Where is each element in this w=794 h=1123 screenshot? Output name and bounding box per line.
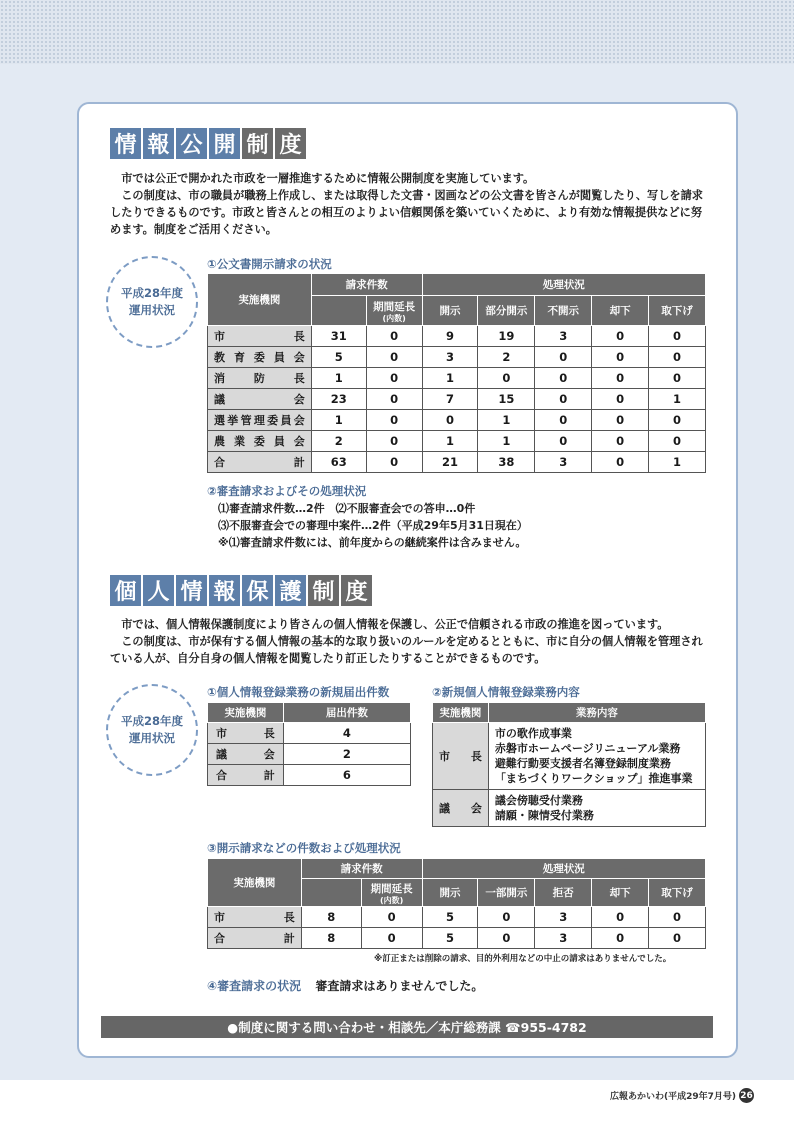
badge-year: 平成28年度 xyxy=(120,714,183,728)
table-cell: 0 xyxy=(592,907,649,928)
row-label: 議会 xyxy=(208,389,312,410)
title-char: 開 xyxy=(209,128,240,159)
new-registration-content-table xyxy=(432,702,706,827)
row-label: 議会 xyxy=(208,744,284,765)
table-cell: 5 xyxy=(422,907,478,928)
badge-label: 運用状況 xyxy=(129,731,175,745)
th-extension: 期間延長 (内数) xyxy=(366,296,422,326)
table-row xyxy=(208,410,706,431)
row-label: 市長 xyxy=(433,723,489,790)
table-row xyxy=(208,928,706,949)
badge-label: 運用状況 xyxy=(129,303,175,317)
table-row xyxy=(208,347,706,368)
table-cell: 0 xyxy=(592,368,649,389)
table-cell: 0 xyxy=(592,347,649,368)
table-cell: 19 xyxy=(478,326,535,347)
table-cell: 0 xyxy=(592,928,649,949)
table-cell: 8 xyxy=(301,907,361,928)
review-line-3: ※⑴審査請求件数には、前年度からの継続案件は含みません。 xyxy=(218,536,527,549)
th-agency: 実施機関 xyxy=(208,274,312,326)
table-cell: 1 xyxy=(649,389,706,410)
th-requests-total xyxy=(301,879,361,907)
table-row xyxy=(208,765,411,786)
business-item: 「まちづくりワークショップ」推進事業 xyxy=(494,772,693,785)
table1-title: ①公文書開示請求の状況 xyxy=(207,257,332,271)
th-status-col: 不開示 xyxy=(535,296,592,326)
review-line-2: ⑶不服審査会での審理中案件…2件（平成29年5月31日現在） xyxy=(218,519,528,532)
privacy-paragraph-2: この制度は、市が保有する個人情報の基本的な取り扱いのルールを定めるとともに、市に自分の個人情報を管理されている人が、自分自身の個人情報を閲覧したり訂正したりすることができるものです。 xyxy=(110,635,703,665)
th-status-col: 一部開示 xyxy=(478,879,535,907)
th-status-col: 却下 xyxy=(592,296,649,326)
row-label: 市長 xyxy=(208,326,312,347)
table-cell: 0 xyxy=(535,389,592,410)
review-label: ④審査請求の状況 xyxy=(207,979,302,993)
privacy-review-status xyxy=(207,978,483,995)
table-cell: 0 xyxy=(478,368,535,389)
title-char: 制 xyxy=(308,575,339,606)
th-requests: 請求件数 xyxy=(311,274,422,296)
th-count: 届出件数 xyxy=(283,703,410,723)
row-label: 議会 xyxy=(433,790,489,827)
row-label: 合計 xyxy=(208,452,312,473)
title-char: 情 xyxy=(176,575,207,606)
th-status-col: 却下 xyxy=(592,879,649,907)
business-list xyxy=(488,790,705,827)
row-label: 市長 xyxy=(208,723,284,744)
business-item: 市の歌作成事業 xyxy=(494,727,572,740)
table-cell: 0 xyxy=(535,347,592,368)
th-agency: 実施機関 xyxy=(433,703,489,723)
table-cell: 3 xyxy=(535,928,592,949)
table-cell: 3 xyxy=(422,347,478,368)
table-row xyxy=(208,744,411,765)
fiscal-year-badge-2 xyxy=(106,684,198,776)
table-cell: 0 xyxy=(366,389,422,410)
table-cell: 9 xyxy=(422,326,478,347)
table-cell: 2 xyxy=(283,744,410,765)
page-number: 26 xyxy=(739,1088,754,1103)
table-cell: 6 xyxy=(283,765,410,786)
table-cell: 0 xyxy=(592,410,649,431)
privacy-paragraph-1: 市では、個人情報保護制度により皆さんの個人情報を保護し、公正で信頼される市政の推進を図っています。 xyxy=(121,618,669,631)
table-cell: 3 xyxy=(535,326,592,347)
th-extension: 期間延長 (内数) xyxy=(361,879,422,907)
public-document-disclosure-table xyxy=(207,273,706,473)
info-disclosure-intro xyxy=(110,170,710,238)
row-label: 合計 xyxy=(208,765,284,786)
table-row xyxy=(208,431,706,452)
table-cell: 2 xyxy=(311,431,366,452)
table-cell: 0 xyxy=(361,907,422,928)
title-char: 保 xyxy=(242,575,273,606)
review-line-1: ⑴審査請求件数…2件 ⑵不服審査会での答申…0件 xyxy=(218,502,476,515)
table-cell: 3 xyxy=(535,907,592,928)
top-pattern-band xyxy=(0,0,794,64)
th-content: 業務内容 xyxy=(488,703,705,723)
review-title: ②審査請求およびその処理状況 xyxy=(207,484,367,498)
title-char: 護 xyxy=(275,575,306,606)
table-cell: 0 xyxy=(366,410,422,431)
th-status: 処理状況 xyxy=(422,859,705,879)
th-status-col: 部分開示 xyxy=(478,296,535,326)
table-cell: 0 xyxy=(535,431,592,452)
table-cell: 0 xyxy=(649,410,706,431)
table-cell: 3 xyxy=(535,452,592,473)
table-cell: 1 xyxy=(478,431,535,452)
table-cell: 0 xyxy=(592,431,649,452)
table-cell: 23 xyxy=(311,389,366,410)
table-cell: 0 xyxy=(649,347,706,368)
tableC-note: ※訂正または削除の請求、目的外利用などの中止の請求はありませんでした。 xyxy=(374,954,672,964)
table-row xyxy=(208,326,706,347)
title-char: 度 xyxy=(275,128,306,159)
th-status-col: 開示 xyxy=(422,296,478,326)
privacy-disclosure-table xyxy=(207,858,706,949)
table-cell: 0 xyxy=(366,326,422,347)
table-row xyxy=(208,723,411,744)
table-cell: 0 xyxy=(366,368,422,389)
table-cell: 0 xyxy=(592,452,649,473)
row-label: 合計 xyxy=(208,928,302,949)
title-char: 報 xyxy=(209,575,240,606)
row-label: 選挙管理委員会 xyxy=(208,410,312,431)
table-cell: 5 xyxy=(311,347,366,368)
table-cell: 1 xyxy=(422,431,478,452)
business-item: 避難行動要支援者名簿登録制度業務 xyxy=(494,757,671,770)
title-char: 度 xyxy=(341,575,372,606)
tableB-title: ②新規個人情報登録業務内容 xyxy=(432,685,580,699)
table-cell: 1 xyxy=(478,410,535,431)
intro-paragraph-2: この制度は、市の職員が職務上作成し、または取得した文書・図画などの公文書を皆さんが閲覧したり、写しを請求したりできるものです。市政と皆さんとの相互のよりよい信頼関係を築いていくために、より有効な情報提供などに努めます。制度をご活用ください。 xyxy=(110,189,703,236)
table-row xyxy=(208,368,706,389)
table-cell: 4 xyxy=(283,723,410,744)
tableA-title: ①個人情報登録業務の新規届出件数 xyxy=(207,685,390,699)
review-text: 審査請求はありませんでした。 xyxy=(315,979,484,993)
table-row xyxy=(208,907,706,928)
business-item: 赤磐市ホームページリニューアル業務 xyxy=(494,742,681,755)
row-label: 農業委員会 xyxy=(208,431,312,452)
table-cell: 31 xyxy=(311,326,366,347)
intro-paragraph-1: 市では公正で開かれた市政を一層推進するために情報公開制度を実施しています。 xyxy=(121,172,535,185)
title-char: 情 xyxy=(110,128,141,159)
table-cell: 0 xyxy=(649,368,706,389)
th-status-col: 取下げ xyxy=(649,879,706,907)
privacy-intro xyxy=(110,616,710,667)
badge-year: 平成28年度 xyxy=(120,286,183,300)
table-cell: 8 xyxy=(301,928,361,949)
table-cell: 0 xyxy=(366,431,422,452)
table-cell: 0 xyxy=(592,389,649,410)
table-cell: 0 xyxy=(535,368,592,389)
table-row xyxy=(208,389,706,410)
title-char: 個 xyxy=(110,575,141,606)
table-row xyxy=(433,723,706,790)
th-status-col: 開示 xyxy=(422,879,478,907)
business-list xyxy=(488,723,705,790)
contact-text: ●制度に関する問い合わせ・相談先／本庁総務課 ☎955-4782 xyxy=(227,1020,587,1035)
th-status-col: 拒否 xyxy=(535,879,592,907)
table-cell: 0 xyxy=(361,928,422,949)
fiscal-year-badge-1 xyxy=(106,256,198,348)
publication-name: 広報あかいわ(平成29年7月号) xyxy=(610,1092,737,1102)
table-cell: 5 xyxy=(422,928,478,949)
table-cell: 15 xyxy=(478,389,535,410)
title-char: 制 xyxy=(242,128,273,159)
table-row xyxy=(433,790,706,827)
th-status: 処理状況 xyxy=(422,274,705,296)
business-item: 議会傍聴受付業務 xyxy=(494,794,583,807)
table-cell: 0 xyxy=(366,347,422,368)
table-cell: 0 xyxy=(366,452,422,473)
table-cell: 0 xyxy=(422,410,478,431)
th-agency: 実施機関 xyxy=(208,859,302,907)
section-title-privacy-protection xyxy=(110,575,372,606)
th-agency: 実施機関 xyxy=(208,703,284,723)
title-char: 公 xyxy=(176,128,207,159)
table-cell: 7 xyxy=(422,389,478,410)
table-cell: 1 xyxy=(311,410,366,431)
contact-bar xyxy=(101,1016,713,1038)
table-cell: 0 xyxy=(592,326,649,347)
review-details xyxy=(218,500,528,551)
table-cell: 0 xyxy=(478,928,535,949)
table-cell: 1 xyxy=(649,452,706,473)
table-cell: 0 xyxy=(649,431,706,452)
page-footer xyxy=(610,1088,754,1103)
th-requests-total xyxy=(311,296,366,326)
row-label: 消防長 xyxy=(208,368,312,389)
table-cell: 38 xyxy=(478,452,535,473)
table-cell: 1 xyxy=(422,368,478,389)
new-registration-count-table xyxy=(207,702,411,786)
table-cell: 0 xyxy=(649,326,706,347)
table-cell: 2 xyxy=(478,347,535,368)
row-label: 市長 xyxy=(208,907,302,928)
table-cell: 0 xyxy=(535,410,592,431)
title-char: 報 xyxy=(143,128,174,159)
table-cell: 0 xyxy=(478,907,535,928)
table-cell: 0 xyxy=(649,907,706,928)
row-label: 教育委員会 xyxy=(208,347,312,368)
th-requests: 請求件数 xyxy=(301,859,422,879)
table-row xyxy=(208,452,706,473)
table-cell: 63 xyxy=(311,452,366,473)
table-cell: 21 xyxy=(422,452,478,473)
section-title-info-disclosure xyxy=(110,128,306,159)
table-cell: 1 xyxy=(311,368,366,389)
business-item: 請願・陳情受付業務 xyxy=(494,809,594,822)
table-cell: 0 xyxy=(649,928,706,949)
tableC-title: ③開示請求などの件数および処理状況 xyxy=(207,841,401,855)
th-status-col: 取下げ xyxy=(649,296,706,326)
title-char: 人 xyxy=(143,575,174,606)
